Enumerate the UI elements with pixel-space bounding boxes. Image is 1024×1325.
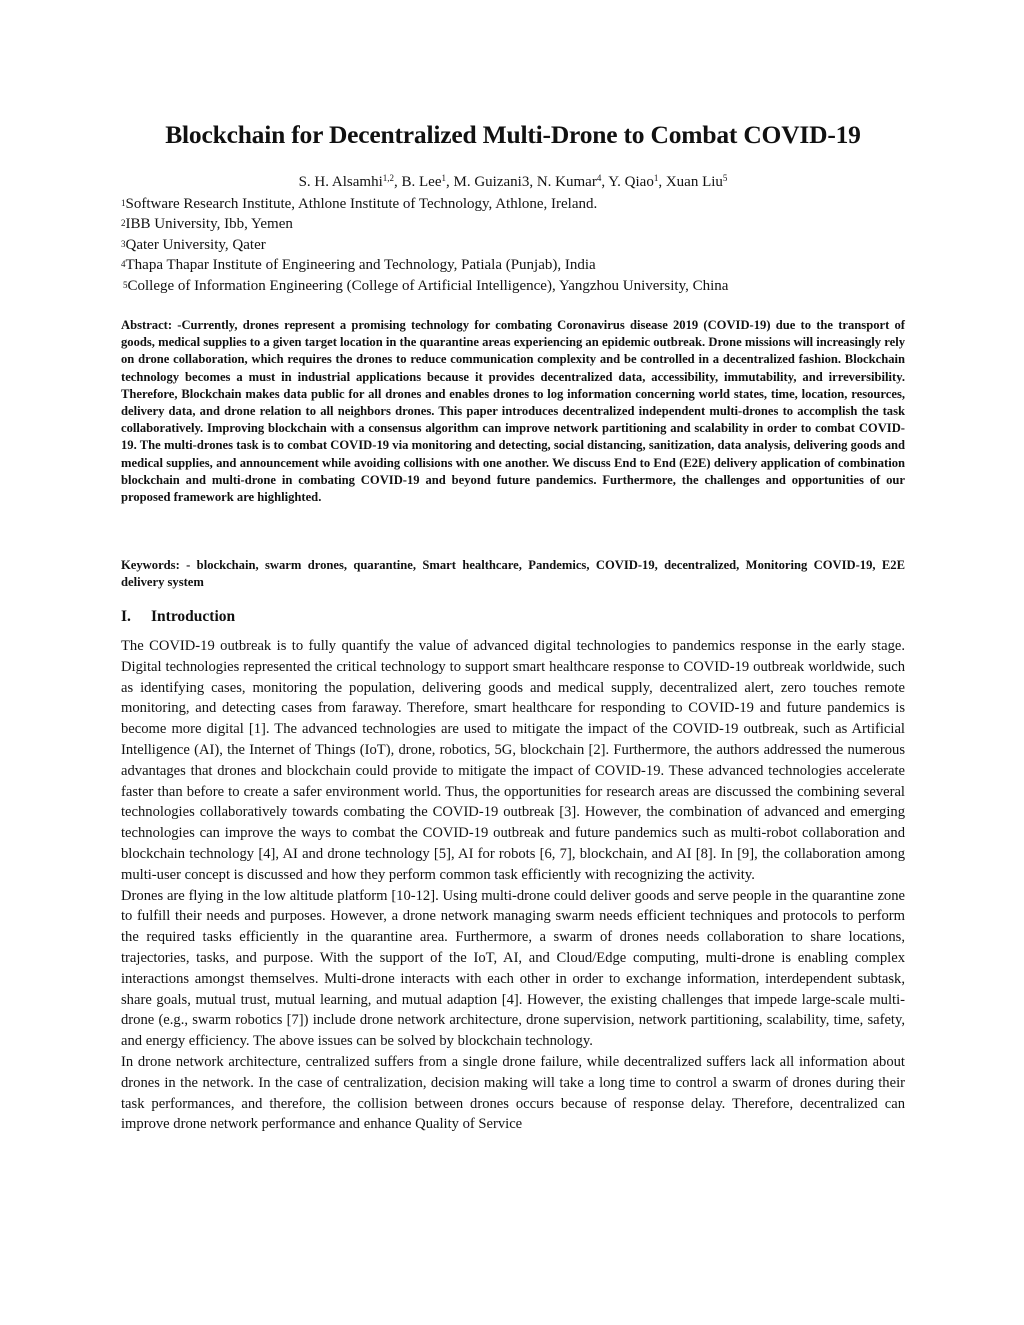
affiliation: $^3$Qater University, Qater xyxy=(121,236,266,253)
paragraph: In drone network architecture, centralized suffers from a single drone failure, while decentralized suffers lack all information about drones in the network. In the case of centralization, decision making will take a long time to control a swarm of drones during their task performances, and therefore, the collision between drones occurs because of response delay. Therefore, decentralized can improve drone network performance and enhance Quality of Service xyxy=(121,1053,905,1133)
affiliation: $^2$IBB University, Ibb, Yemen xyxy=(121,216,293,233)
affiliation: $^4$Thapa Thapar Institute of Engineering and Technology, Patiala (Punjab), India xyxy=(121,257,596,274)
author: Y. Qiao$^1$, xyxy=(608,173,666,190)
paper-title: Blockchain for Decentralized Multi-Drone to Combat COVID-19 xyxy=(165,120,861,149)
author: M. Guizani3, xyxy=(453,174,537,190)
affiliation: $^1$Software Research Institute, Athlone Institute of Technology, Athlone, Ireland. xyxy=(121,196,598,212)
keywords: Keywords: - blockchain, swarm drones, quarantine, Smart healthcare, Pandemics, COVID-19, decentralized, Monitoring COVID-19, E2E delivery system xyxy=(121,558,905,590)
paragraph: Drones are flying in the low altitude platform [10-12]. Using multi-drone could deliver goods and serve people in the quarantine zone to fulfill their needs and purposes. However, a drone network managing swarm needs efficient techniques and protocols to perform the required tasks efficiently in the quarantine area. Furthermore, a swarm of drones needs collaboration to share locations, trajectories, tasks, and purpose. With the support of the IoT, AI, and Cloud/Edge computing, multi-drone is enabling complex interactions amongst themselves. Multi-drone interacts with each other in order to exchange information, interdependent subtask, share goals, mutual trust, mutual learning, and mutual adaption [4]. However, the existing challenges that impede large-scale multi-drone (e.g., swarm robotics [7]) include drone network architecture, drone supervision, network partitioning, scalability, time, safety, and energy efficiency. The above issues can be solved by blockchain technology. xyxy=(121,887,905,1050)
abstract: Abstract: -Currently, drones represent a promising technology for combating Coronavirus disease 2019 (COVID-19) due to the transport of goods, medical supplies to a given target location in the quarantine areas experiencing an epidemic outbreak. Drone missions will increasingly rely on drone collaboration, which requires the drones to reduce communication complexity and be controlled in a decentralized fashion. Blockchain technology becomes a must in industrial applications because it provides decentralized data, accessibility, immutability, and irreversibility. Therefore, Blockchain makes data public for all drones and enables drones to log information concerning world states, time, location, resources, delivery data, and drone relation to all neighbors drones. This paper introduces decentralized independent multi-drones to accomplish the task collaboratively. Improving blockchain with a consensus algorithm can improve network partitioning and scalability in order to combat COVID-19. The multi-drones task is to combat COVID-19 via monitoring and detecting, social distancing, sanitization, data analysis, delivering goods and medical supplies, and announcement while avoiding collisions with one another. We discuss End to End (E2E) delivery application of combination blockchain and multi-drone in combating COVID-19 and beyond future pandemics. Furthermore, the challenges and opportunities of our proposed framework are highlighted. xyxy=(121,318,905,505)
section-title: Introduction xyxy=(151,608,236,625)
author: Xuan Liu$^5$ xyxy=(665,173,728,190)
section-heading xyxy=(121,608,235,626)
body-text xyxy=(121,636,905,1135)
affiliation: $^5$College of Information Engineering (College of Artificial Intelligence), Yangzhou University, China xyxy=(123,277,729,294)
affiliation-list xyxy=(121,194,905,296)
paragraph: The COVID-19 outbreak is to fully quantify the value of advanced digital technologies to pandemics response in the early stage. Digital technologies represented the critical technology to support smart healthcare response to COVID-19 outbreak worldwide, such as identifying cases, monitoring the population, delivering goods and medical supply, decentralized alert, zero touches remote monitoring, and detecting cases from faraway. Therefore, smart healthcare for responding to COVID-19 and future pandemics is become more digital [1]. The advanced technologies are used to mitigate the impact of the COVID-19 outbreak, such as Artificial Intelligence (AI), the Internet of Things (IoT), drone, robotics, 5G, blockchain [2]. Furthermore, the authors addressed the numerous advantages that drones and blockchain could provide to mitigate the impact of COVID-19. These advanced technologies accelerate faster than before to create a safer environment world. Thus, the opportunities for research areas are discussed the combining several technologies collaboratively towards combating the COVID-19 outbreak [3]. However, the combination of advanced and emerging technologies can improve the ways to combat the COVID-19 outbreak and future pandemics such as multi-robot collaboration and blockchain technology [4], AI and drone technology [5], AI for robots [6, 7], blockchain, and AI [8]. In [9], the collaboration among multi-user concept is discussed and how they perform common task efficiently with recognizing the activity. xyxy=(121,638,905,883)
author: B. Lee$^1$, xyxy=(401,173,454,190)
author: N. Kumar$^4$, xyxy=(536,173,609,190)
section-number: I. xyxy=(121,608,131,625)
author: S. H. Alsamhi$^{1,2}$, xyxy=(298,173,402,190)
author-list xyxy=(121,174,905,191)
